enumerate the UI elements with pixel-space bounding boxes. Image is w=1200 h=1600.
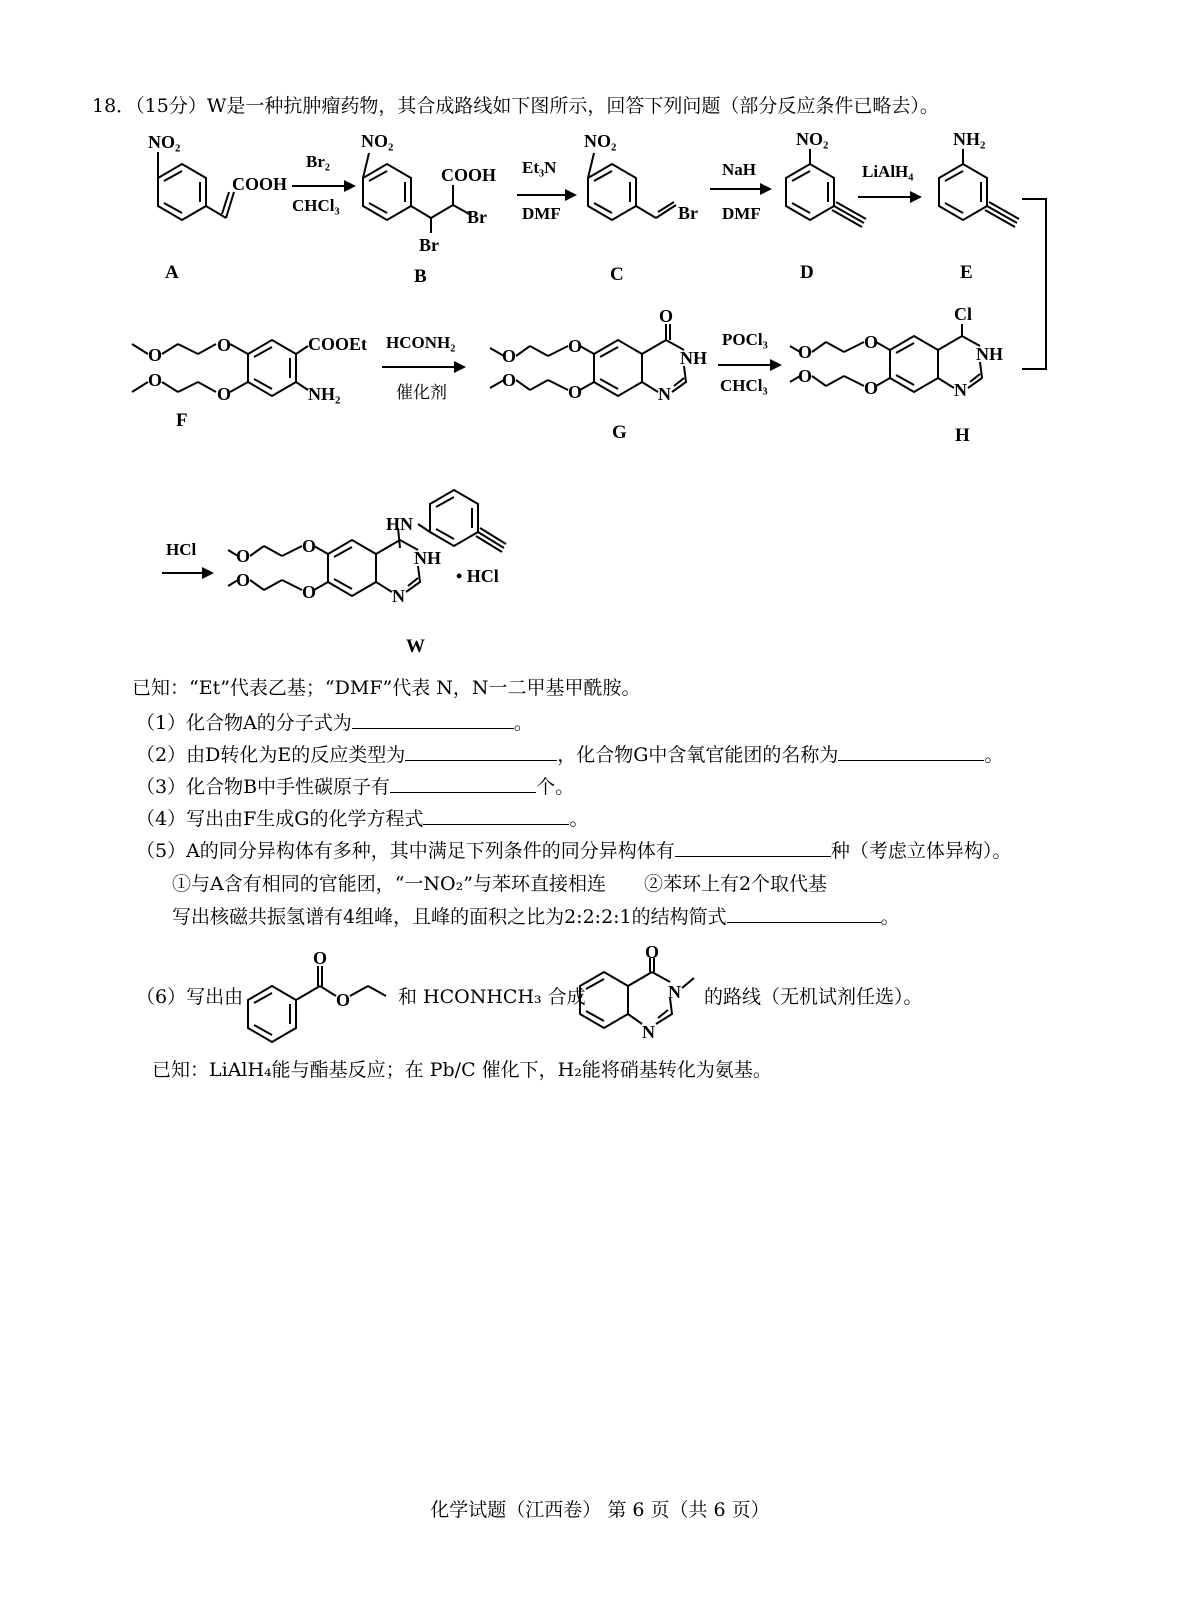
q4-answer-blank[interactable] bbox=[423, 806, 569, 825]
q3-text: （3）化合物B中手性碳原子有 bbox=[136, 776, 391, 798]
nitrogen-label: N bbox=[954, 380, 967, 400]
molecule-g bbox=[488, 308, 728, 418]
molecule-d bbox=[772, 125, 882, 255]
label-g: G bbox=[612, 422, 627, 443]
cond-fg-bottom: 催化剂 bbox=[396, 383, 447, 403]
q3-end: 个。 bbox=[536, 776, 575, 798]
arrow-g-h bbox=[718, 364, 780, 366]
oxygen-label: O bbox=[798, 366, 813, 386]
q5-nmr-text: 写出核磁共振氢谱有4组峰，且峰的面积之比为2:2:2:1的结构简式 bbox=[172, 906, 727, 928]
label-d: D bbox=[800, 262, 814, 283]
nitro-group-label: NO₂ bbox=[148, 132, 181, 152]
nh-label: NH bbox=[976, 344, 1003, 364]
arrow-h-w bbox=[162, 572, 212, 574]
nh-label: NH bbox=[680, 348, 707, 368]
label-b: B bbox=[414, 266, 427, 287]
label-f: F bbox=[176, 410, 188, 431]
bromine-label: Br bbox=[467, 207, 487, 227]
q2-text-mid: ，化合物G中含氧官能团的名称为 bbox=[557, 744, 839, 766]
oxygen-label: O bbox=[148, 370, 163, 390]
q5-answer-blank[interactable] bbox=[675, 838, 831, 857]
nitrogen-label: N bbox=[642, 1022, 655, 1042]
oxygen-label: O bbox=[568, 382, 583, 402]
oxygen-label: O bbox=[568, 336, 583, 356]
oxygen-label: O bbox=[302, 536, 317, 556]
nitrogen-label: N bbox=[658, 384, 671, 404]
molecule-e bbox=[925, 125, 1035, 255]
oxygen-label: O bbox=[864, 378, 879, 398]
hn-label: HN bbox=[386, 514, 413, 534]
q1-text: （1）化合物A的分子式为 bbox=[136, 712, 352, 734]
q2-answer-blank-2[interactable] bbox=[838, 742, 984, 761]
carboxyl-group-label: COOH bbox=[441, 165, 497, 185]
oxygen-label: O bbox=[236, 570, 251, 590]
question-5 bbox=[136, 838, 1011, 863]
oxygen-label: O bbox=[502, 346, 517, 366]
amino-group-label: NH₂ bbox=[953, 129, 986, 149]
nitrogen-label: N bbox=[392, 586, 405, 606]
known-info-1: 已知：“Et”代表乙基；“DMF”代表 N，N一二甲基甲酰胺。 bbox=[132, 677, 641, 699]
bromine-label: Br bbox=[419, 235, 439, 255]
molecule-b bbox=[355, 125, 515, 265]
known-info-2: 已知：LiAlH₄能与酯基反应；在 Pb/C 催化下，H₂能将硝基转化为氨基。 bbox=[152, 1059, 772, 1081]
label-e: E bbox=[960, 262, 973, 283]
page-footer: 化学试题（江西卷） 第 6 页（共 6 页） bbox=[430, 1499, 770, 1521]
q6-text-pre: （6）写出由 bbox=[136, 986, 244, 1008]
molecule-c bbox=[578, 125, 718, 265]
question-3 bbox=[136, 774, 574, 799]
oxygen-label: O bbox=[336, 990, 351, 1010]
cond-bc-bottom: DMF bbox=[522, 204, 561, 223]
question-4 bbox=[136, 806, 588, 831]
q3-answer-blank[interactable] bbox=[390, 774, 536, 793]
label-h: H bbox=[955, 425, 970, 446]
amino-group-label: NH₂ bbox=[308, 384, 341, 404]
arrow-b-c bbox=[517, 194, 575, 196]
label-a: A bbox=[165, 262, 179, 283]
cond-ab-bottom: CHCl₃ bbox=[292, 196, 340, 215]
molecule-h bbox=[790, 304, 1020, 414]
oxygen-label: O bbox=[302, 582, 317, 602]
q5-text: （5）A的同分异构体有多种，其中满足下列条件的同分异构体有 bbox=[136, 840, 675, 862]
q1-answer-blank[interactable] bbox=[352, 710, 514, 729]
label-c: C bbox=[610, 264, 624, 285]
oxygen-label: O bbox=[645, 942, 660, 962]
arrow-f-g bbox=[382, 366, 464, 368]
q6-text-post: 的路线（无机试剂任选）。 bbox=[704, 986, 923, 1008]
q5-end: 种（考虑立体异构）。 bbox=[830, 840, 1012, 862]
oxygen-label: O bbox=[798, 342, 813, 362]
oxygen-label: O bbox=[313, 948, 328, 968]
cond-ab-top: Br₂ bbox=[306, 152, 330, 171]
q1-end: 。 bbox=[513, 712, 533, 734]
question-header: 18．（15分）W是一种抗肿瘤药物，其合成路线如下图所示，回答下列问题（部分反应条件已略去）。 bbox=[92, 95, 939, 117]
oxygen-label: O bbox=[864, 332, 879, 352]
ethyl-benzoate-structure bbox=[240, 948, 400, 1048]
question-1 bbox=[136, 710, 533, 735]
bromine-label: Br bbox=[678, 203, 698, 223]
q4-end: 。 bbox=[569, 808, 589, 830]
methylquinazolinone-structure bbox=[576, 942, 706, 1048]
nitro-group-label: NO₂ bbox=[796, 129, 829, 149]
cond-bc-top: Et₃N bbox=[522, 158, 557, 177]
question-2 bbox=[136, 742, 1003, 767]
oxygen-label: O bbox=[236, 546, 251, 566]
label-w: W bbox=[406, 636, 425, 657]
oxygen-label: O bbox=[217, 384, 232, 404]
oxygen-label: O bbox=[659, 306, 674, 326]
cond-cd-bottom: DMF bbox=[722, 204, 761, 223]
cond-gh-bottom: CHCl₃ bbox=[720, 376, 768, 395]
nitrogen-label: N bbox=[668, 982, 681, 1002]
q5-nmr-answer-blank[interactable] bbox=[727, 904, 881, 923]
oxygen-label: O bbox=[148, 345, 163, 365]
chlorine-label: Cl bbox=[954, 304, 972, 324]
nitro-group-label: NO₂ bbox=[584, 131, 617, 151]
nh-label: NH bbox=[414, 548, 441, 568]
q6-text-mid: 和 HCONHCH₃ 合成 bbox=[398, 986, 586, 1008]
cond-cd-top: NaH bbox=[722, 160, 756, 179]
q5-nmr-end: 。 bbox=[880, 906, 900, 928]
arrow-c-d bbox=[710, 188, 770, 190]
q2-end: 。 bbox=[984, 744, 1004, 766]
molecule-a bbox=[120, 130, 290, 260]
carboxyl-group-label: COOH bbox=[232, 174, 288, 194]
molecule-w bbox=[228, 478, 548, 618]
q2-answer-blank-1[interactable] bbox=[405, 742, 557, 761]
q4-text: （4）写出由F生成G的化学方程式 bbox=[136, 808, 424, 830]
q5-conditions: ①与A含有相同的官能团，“一NO₂”与苯环直接相连 ②苯环上有2个取代基 bbox=[172, 873, 828, 895]
bracket-connector bbox=[1020, 195, 1060, 375]
oxygen-label: O bbox=[217, 335, 232, 355]
arrow-d-e bbox=[858, 196, 920, 198]
nitro-group-label: NO₂ bbox=[361, 131, 394, 151]
q5-nmr bbox=[172, 904, 900, 929]
q2-text: （2）由D转化为E的反应类型为 bbox=[136, 744, 406, 766]
cond-de-top: LiAlH₄ bbox=[862, 162, 914, 181]
oxygen-label: O bbox=[502, 370, 517, 390]
cond-hw-top: HCl bbox=[166, 540, 197, 559]
cond-gh-top: POCl₃ bbox=[722, 330, 768, 349]
molecule-f bbox=[128, 318, 388, 428]
ethyl-ester-label: COOEt bbox=[308, 334, 368, 354]
hcl-salt-label: • HCl bbox=[456, 566, 499, 586]
cond-fg-top: HCONH₂ bbox=[386, 333, 456, 352]
arrow-a-b bbox=[292, 185, 354, 187]
